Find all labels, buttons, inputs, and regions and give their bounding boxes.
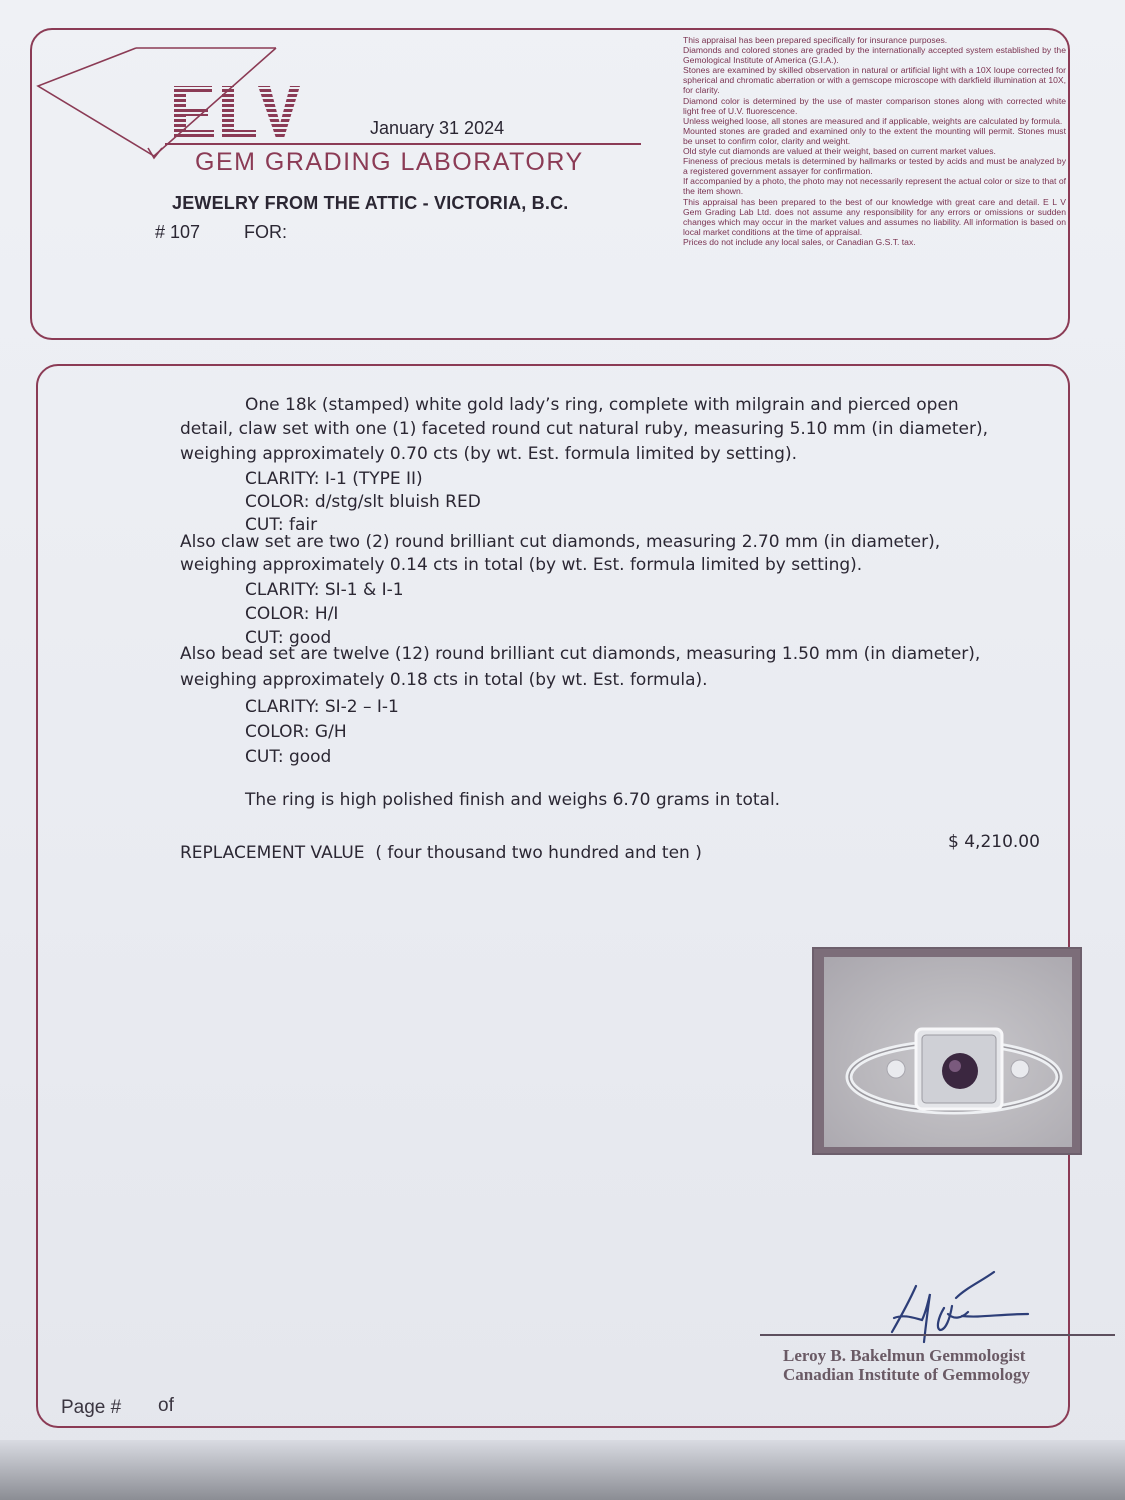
disclaimer-text	[683, 35, 1066, 247]
elv-logo-icon	[170, 84, 300, 140]
description-line: weighing approximately 0.18 cts in total (by wt. Est. formula).	[180, 670, 708, 690]
lab-name: GEM GRADING LABORATORY	[195, 148, 584, 176]
signer-name: Leroy B. Bakelmun Gemmologist	[783, 1346, 1026, 1365]
disclaimer-line: Stones are examined by skilled observation in natural or artificial light with a 10X loupe corrected for spherical and chromatic aberration or with a gemscope microscope with darkfield illumination at 10X, for clarity.	[683, 65, 1066, 96]
ring-icon	[824, 957, 1072, 1147]
disclaimer-line: Fineness of precious metals is determined by hallmarks or tested by acids and must be analyzed by a registered government assayer for confirmation.	[683, 156, 1066, 177]
company-name: JEWELRY FROM THE ATTIC - VICTORIA, B.C.	[172, 193, 569, 213]
paper-edge-shadow	[0, 1440, 1125, 1500]
ring-photo	[812, 947, 1082, 1155]
description-line: weighing approximately 0.14 cts in total (by wt. Est. formula limited by setting).	[180, 555, 863, 575]
description-line: Also bead set are twelve (12) round brilliant cut diamonds, measuring 1.50 mm (in diameter),	[180, 644, 981, 664]
signature-line	[760, 1334, 1115, 1336]
ruby-color: COLOR: d/stg/slt bluish RED	[245, 492, 481, 512]
ruby-cut: CUT: fair	[245, 515, 318, 535]
disclaimer-line: This appraisal has been prepared to the best of our knowledge with great care and detail. E L V Gem Grading Lab Ltd. does not assume any responsibility for any errors or omissions or sudden changes which may occur in the market values and assumes no liability. All information is based on local market conditions at the time of appraisal.	[683, 196, 1066, 237]
page-number-label: Page #	[61, 1397, 122, 1418]
disclaimer-line: If accompanied by a photo, the photo may not necessarily represent the actual color or size to that of the item shown.	[683, 176, 1066, 197]
description-line: detail, claw set with one (1) faceted round cut natural ruby, measuring 5.10 mm (in diameter),	[180, 419, 988, 439]
description-line: Also claw set are two (2) round brilliant cut diamonds, measuring 2.70 mm (in diameter),	[180, 532, 941, 552]
disclaimer-line: Unless weighed loose, all stones are measured and if applicable, weights are calculated by formula.	[683, 115, 1063, 126]
value-words: ( four thousand two hundred and ten )	[375, 843, 702, 863]
value-label: REPLACEMENT VALUE	[180, 843, 365, 863]
diamond-set2-cut: CUT: good	[245, 747, 332, 767]
disclaimer-line: Old style cut diamonds are valued at their weight, based on current market values.	[683, 146, 996, 157]
disclaimer-line: This appraisal has been prepared specifically for insurance purposes.	[683, 35, 948, 45]
ruby-clarity: CLARITY: I-1 (TYPE II)	[245, 469, 423, 489]
signer-institute: Canadian Institute of Gemmology	[783, 1365, 1030, 1384]
replacement-value-amount: $ 4,210.00	[948, 832, 1040, 852]
for-label: FOR:	[244, 222, 287, 242]
diamond-set1-color: COLOR: H/I	[245, 604, 339, 624]
description-line: One 18k (stamped) white gold lady’s ring, complete with milgrain and pierced open	[245, 395, 959, 415]
replacement-value-label	[180, 843, 702, 863]
appraisal-date: January 31 2024	[370, 118, 505, 138]
disclaimer-line: Prices do not include any local sales, or Canadian G.S.T. tax.	[683, 236, 916, 247]
disclaimer-line: Diamond color is determined by the use of master comparison stones along with corrected white light free of U.V. fluorescence.	[683, 95, 1066, 116]
diamond-set1-clarity: CLARITY: SI-1 & I-1	[245, 580, 404, 600]
description-line: weighing approximately 0.70 cts (by wt. Est. formula limited by setting).	[180, 444, 798, 464]
diamond-set2-clarity: CLARITY: SI-2 – I-1	[245, 697, 399, 717]
disclaimer-line: Mounted stones are graded and examined only to the extent the mounting will permit. Stones must be unset to confirm color, clarity and weight.	[683, 125, 1066, 146]
appraisal-number: # 107	[155, 222, 201, 242]
diamond-set2-color: COLOR: G/H	[245, 722, 347, 742]
page-of-label: of	[158, 1395, 174, 1416]
signer-block	[783, 1346, 1030, 1384]
ring-photo-image	[824, 957, 1072, 1147]
header-divider	[165, 143, 641, 145]
diamond-set1-cut: CUT: good	[245, 628, 332, 648]
disclaimer-line: Diamonds and colored stones are graded by the internationally accepted system established by the Gemological Institute of America (G.I.A.).	[683, 45, 1066, 66]
finish-line: The ring is high polished finish and weighs 6.70 grams in total.	[245, 790, 781, 810]
